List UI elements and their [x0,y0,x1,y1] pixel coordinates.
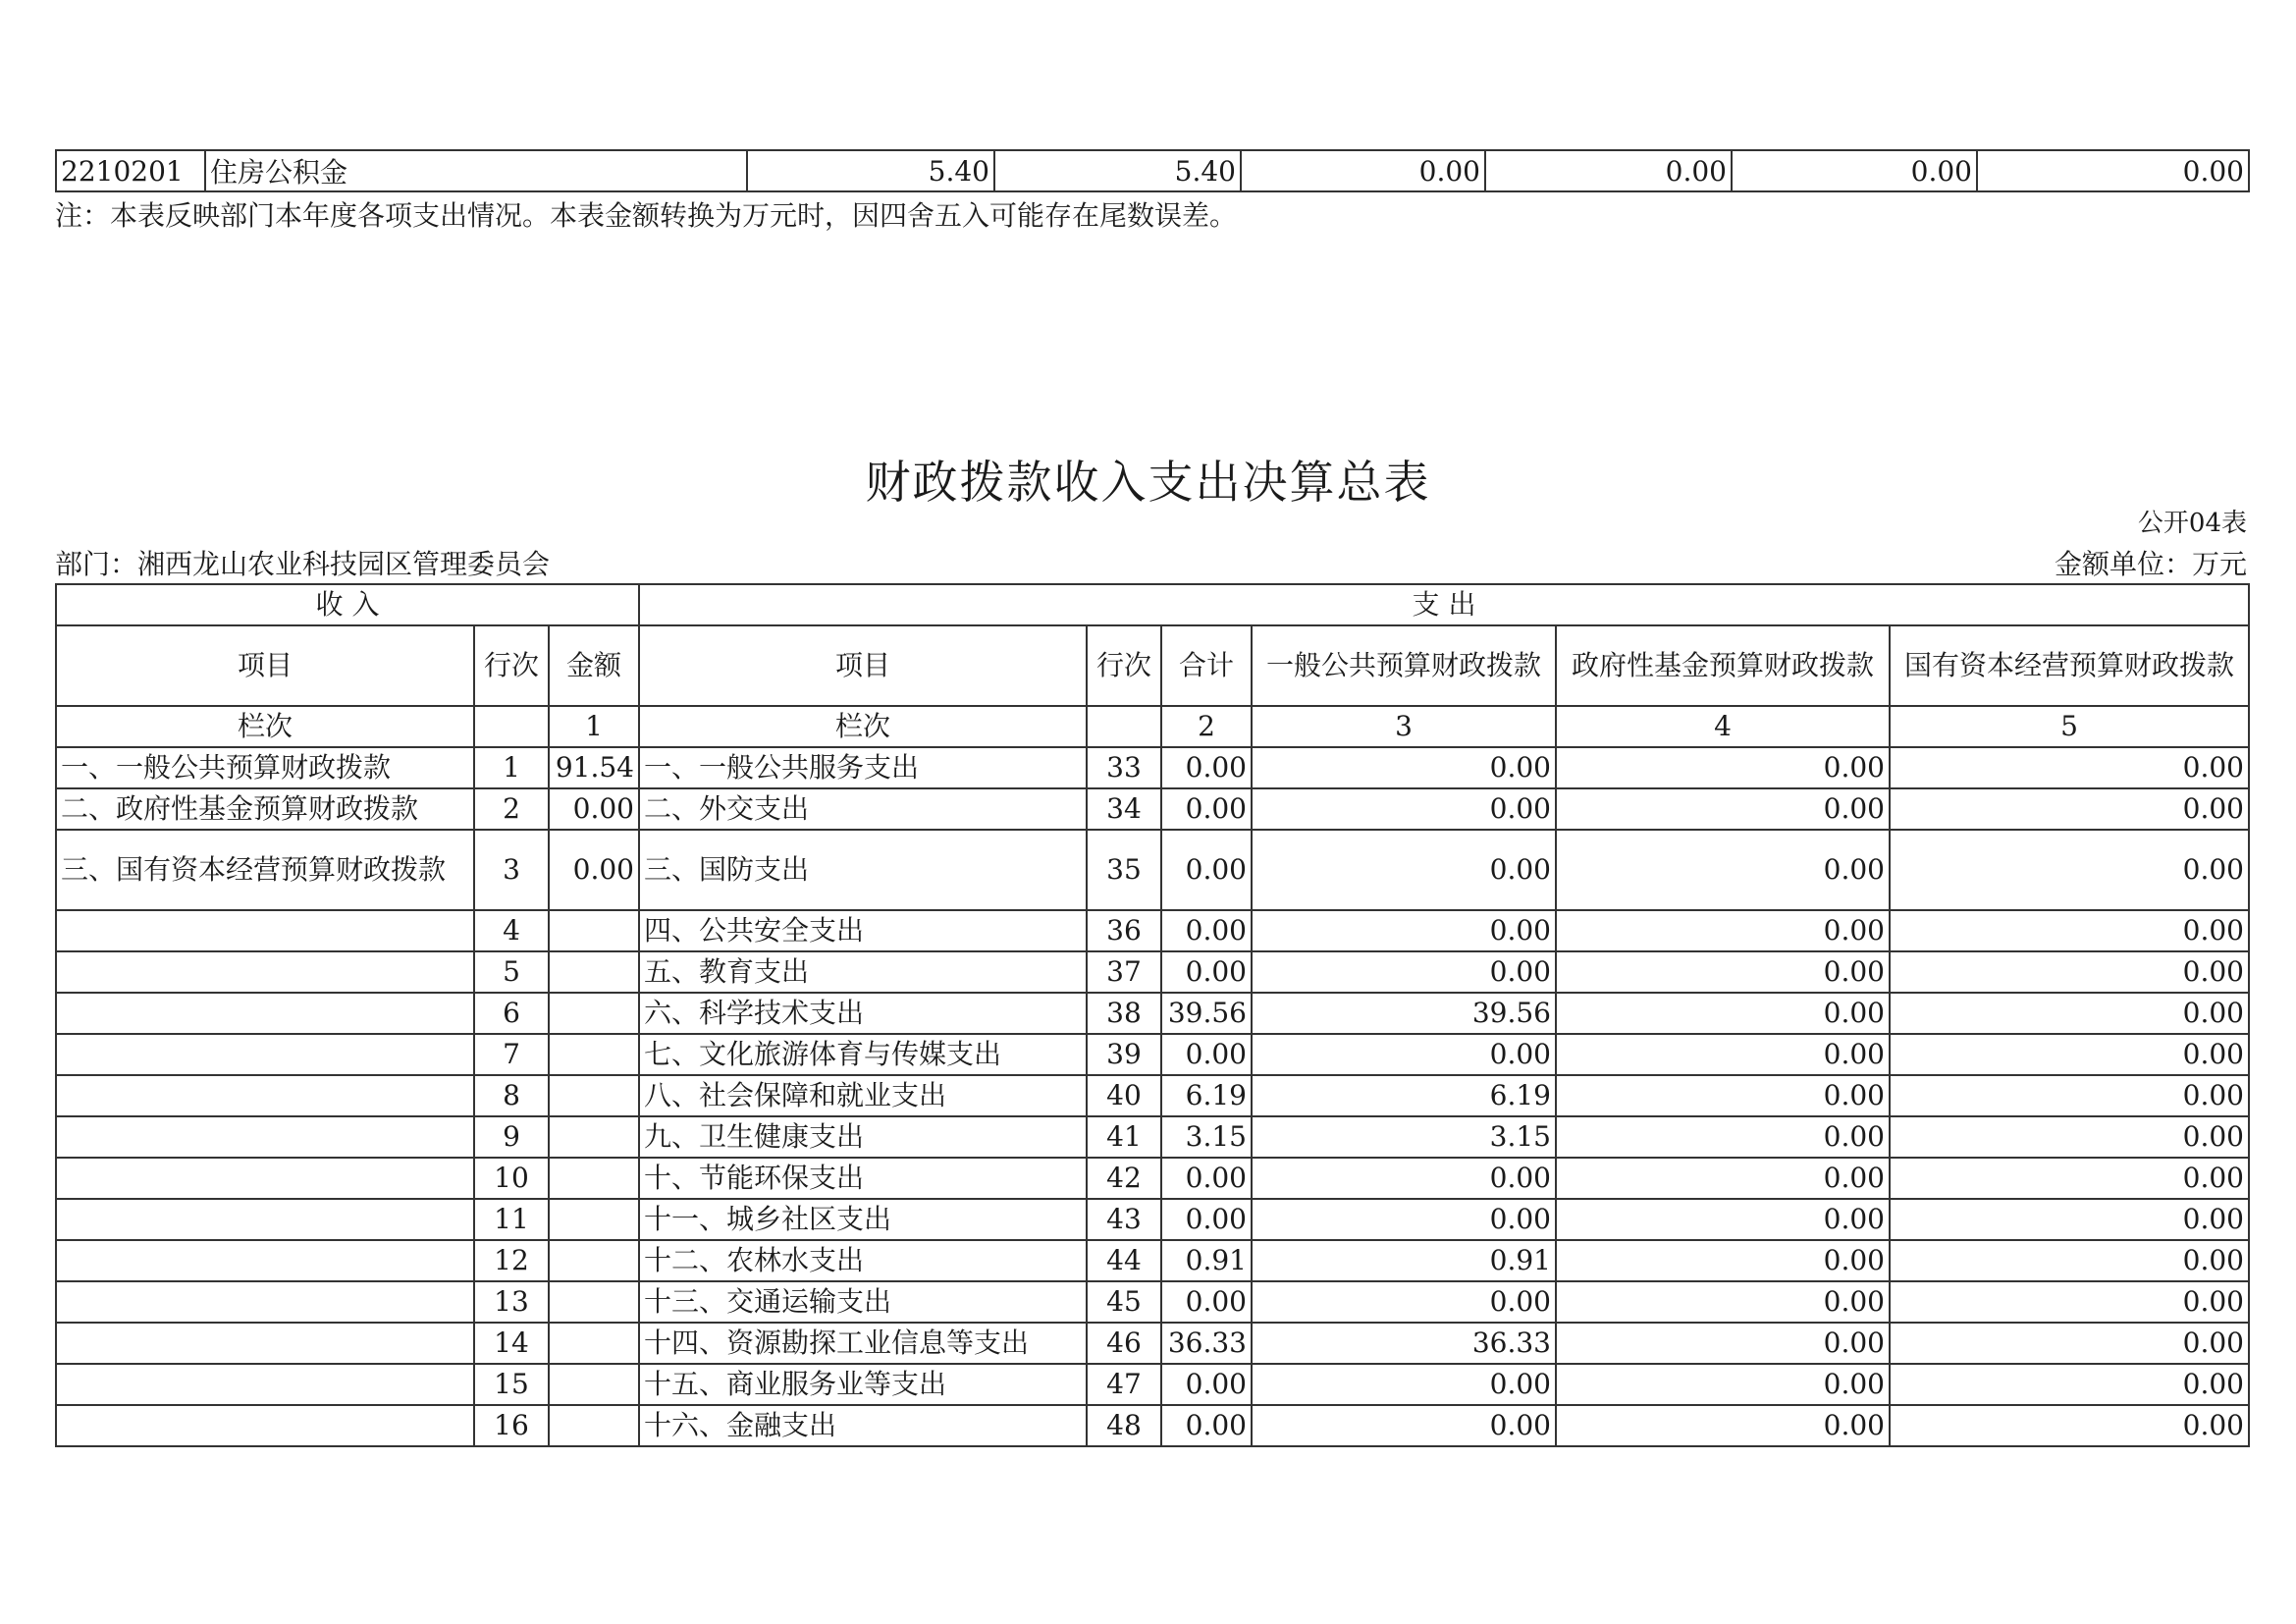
general-budget-amount: 39.56 [1252,993,1556,1034]
income-row-no: 7 [474,1034,549,1075]
general-budget-amount: 0.00 [1252,1034,1556,1075]
top-continuation-table [55,149,2250,192]
gov-fund-amount: 0.00 [1556,1405,1890,1446]
state-capital-amount: 0.00 [1890,1034,2249,1075]
general-budget-amount: 0.00 [1252,1281,1556,1323]
gov-fund-amount: 0.00 [1556,747,1890,788]
gov-fund-amount: 0.00 [1556,1240,1890,1281]
income-row-no-header: 行次 [474,625,549,706]
header-row-columns [56,625,2249,706]
income-item [56,1116,474,1158]
item-code: 2210201 [56,150,205,191]
value-cell: 0.00 [1732,150,1977,191]
table-row [56,150,2249,191]
state-capital-amount: 0.00 [1890,910,2249,951]
col-label: 栏次 [56,706,474,747]
total-amount: 0.00 [1161,1405,1252,1446]
expense-item-header: 项目 [639,625,1087,706]
table-row [56,1034,2249,1075]
state-capital-header: 国有资本经营预算财政拨款 [1890,625,2249,706]
general-budget-amount: 0.00 [1252,1405,1556,1446]
table-row [56,951,2249,993]
state-capital-amount: 0.00 [1890,830,2249,910]
total-amount: 0.00 [1161,788,1252,830]
income-item [56,1158,474,1199]
total-amount: 0.00 [1161,1199,1252,1240]
expense-item: 一、一般公共服务支出 [639,747,1087,788]
income-item-header: 项目 [56,625,474,706]
table-row [56,1364,2249,1405]
income-row-no: 12 [474,1240,549,1281]
state-capital-amount: 0.00 [1890,788,2249,830]
general-budget-header: 一般公共预算财政拨款 [1252,625,1556,706]
gov-fund-amount: 0.00 [1556,1281,1890,1323]
general-budget-amount: 0.00 [1252,747,1556,788]
general-budget-amount: 0.00 [1252,951,1556,993]
expense-row-no: 41 [1087,1116,1161,1158]
table-body [56,747,2249,1446]
income-row-no: 14 [474,1323,549,1364]
income-amount [549,910,639,951]
gov-fund-amount: 0.00 [1556,910,1890,951]
state-capital-amount: 0.00 [1890,1405,2249,1446]
expense-row-no: 37 [1087,951,1161,993]
income-amount-header: 金额 [549,625,639,706]
income-item [56,1034,474,1075]
general-budget-amount: 0.91 [1252,1240,1556,1281]
state-capital-amount: 0.00 [1890,1158,2249,1199]
income-item [56,1075,474,1116]
income-amount [549,1116,639,1158]
income-amount [549,951,639,993]
income-amount [549,1323,639,1364]
state-capital-amount: 0.00 [1890,1240,2249,1281]
expense-item: 四、公共安全支出 [639,910,1087,951]
expense-item: 八、社会保障和就业支出 [639,1075,1087,1116]
value-cell: 0.00 [1485,150,1732,191]
state-capital-amount: 0.00 [1890,747,2249,788]
income-header: 收 入 [56,584,639,625]
gov-fund-amount: 0.00 [1556,788,1890,830]
income-amount [549,1240,639,1281]
income-row-no: 9 [474,1116,549,1158]
total-amount: 3.15 [1161,1116,1252,1158]
total-amount: 0.00 [1161,1158,1252,1199]
general-budget-amount: 0.00 [1252,830,1556,910]
state-capital-amount: 0.00 [1890,1323,2249,1364]
expense-item: 十六、金融支出 [639,1405,1087,1446]
expense-row-no: 48 [1087,1405,1161,1446]
value-cell: 5.40 [747,150,994,191]
expense-item: 三、国防支出 [639,830,1087,910]
total-amount: 0.00 [1161,1281,1252,1323]
header-row-group [56,584,2249,625]
income-row-no: 6 [474,993,549,1034]
income-row-no: 3 [474,830,549,910]
expense-item: 九、卫生健康支出 [639,1116,1087,1158]
income-item: 二、政府性基金预算财政拨款 [56,788,474,830]
income-amount: 0.00 [549,830,639,910]
expense-row-no: 36 [1087,910,1161,951]
expense-item: 十、节能环保支出 [639,1158,1087,1199]
expense-item: 六、科学技术支出 [639,993,1087,1034]
item-name: 住房公积金 [205,150,747,191]
general-budget-amount: 3.15 [1252,1116,1556,1158]
gov-fund-amount: 0.00 [1556,1364,1890,1405]
income-item: 三、国有资本经营预算财政拨款 [56,830,474,910]
income-item [56,951,474,993]
expense-item: 十二、农林水支出 [639,1240,1087,1281]
total-amount: 36.33 [1161,1323,1252,1364]
income-amount [549,1075,639,1116]
income-item [56,1199,474,1240]
income-row-no: 8 [474,1075,549,1116]
expense-row-no: 33 [1087,747,1161,788]
table-row [56,910,2249,951]
income-item [56,1240,474,1281]
gov-fund-amount: 0.00 [1556,1323,1890,1364]
income-row-no: 16 [474,1405,549,1446]
state-capital-amount: 0.00 [1890,993,2249,1034]
expense-item: 七、文化旅游体育与传媒支出 [639,1034,1087,1075]
table-row [56,830,2249,910]
income-row-no: 13 [474,1281,549,1323]
value-cell: 0.00 [1977,150,2249,191]
general-budget-amount: 0.00 [1252,788,1556,830]
total-amount: 39.56 [1161,993,1252,1034]
col-index: 2 [1161,706,1252,747]
page-title: 财政拨款收入支出决算总表 [865,456,1431,509]
column-index-row [56,706,2249,747]
expense-row-no: 45 [1087,1281,1161,1323]
value-cell: 0.00 [1241,150,1485,191]
income-row-no: 1 [474,747,549,788]
income-item [56,910,474,951]
total-amount: 6.19 [1161,1075,1252,1116]
col-label: 栏次 [639,706,1087,747]
total-amount: 0.00 [1161,1364,1252,1405]
col-index: 3 [1252,706,1556,747]
gov-fund-amount: 0.00 [1556,1034,1890,1075]
total-amount: 0.00 [1161,830,1252,910]
expense-row-no: 35 [1087,830,1161,910]
table-row [56,747,2249,788]
form-code: 公开04表 [2137,509,2247,538]
total-amount: 0.00 [1161,747,1252,788]
income-item [56,1281,474,1323]
general-budget-amount: 6.19 [1252,1075,1556,1116]
expense-row-no: 39 [1087,1034,1161,1075]
table-row [56,1240,2249,1281]
table-row [56,1281,2249,1323]
expense-row-no: 44 [1087,1240,1161,1281]
expense-row-no: 40 [1087,1075,1161,1116]
col-index: 4 [1556,706,1890,747]
income-amount [549,1034,639,1075]
expense-row-no: 46 [1087,1323,1161,1364]
expense-row-no-header: 行次 [1087,625,1161,706]
gov-fund-amount: 0.00 [1556,1158,1890,1199]
state-capital-amount: 0.00 [1890,1116,2249,1158]
department-label: 部门：湘西龙山农业科技园区管理委员会 [55,548,551,580]
income-amount [549,1364,639,1405]
general-budget-amount: 36.33 [1252,1323,1556,1364]
income-amount [549,1405,639,1446]
gov-fund-header: 政府性基金预算财政拨款 [1556,625,1890,706]
table-row [56,1158,2249,1199]
expense-item: 十三、交通运输支出 [639,1281,1087,1323]
income-amount [549,1158,639,1199]
total-amount: 0.91 [1161,1240,1252,1281]
gov-fund-amount: 0.00 [1556,1116,1890,1158]
gov-fund-amount: 0.00 [1556,1199,1890,1240]
gov-fund-amount: 0.00 [1556,993,1890,1034]
state-capital-amount: 0.00 [1890,1281,2249,1323]
income-amount [549,1281,639,1323]
general-budget-amount: 0.00 [1252,1364,1556,1405]
income-item [56,1364,474,1405]
unit-label: 金额单位：万元 [2054,548,2247,580]
expense-item: 十一、城乡社区支出 [639,1199,1087,1240]
income-row-no: 4 [474,910,549,951]
value-cell: 5.40 [994,150,1241,191]
income-row-no: 11 [474,1199,549,1240]
table-note: 注：本表反映部门本年度各项支出情况。本表金额转换为万元时，因四舍五入可能存在尾数误差。 [55,199,1238,232]
state-capital-amount: 0.00 [1890,951,2249,993]
expense-header: 支 出 [639,584,2249,625]
income-row-no: 10 [474,1158,549,1199]
total-amount: 0.00 [1161,910,1252,951]
state-capital-amount: 0.00 [1890,1199,2249,1240]
income-amount [549,1199,639,1240]
income-row-no: 15 [474,1364,549,1405]
state-capital-amount: 0.00 [1890,1364,2249,1405]
expense-item: 十四、资源勘探工业信息等支出 [639,1323,1087,1364]
gov-fund-amount: 0.00 [1556,951,1890,993]
gov-fund-amount: 0.00 [1556,1075,1890,1116]
income-row-no: 5 [474,951,549,993]
expense-row-no: 34 [1087,788,1161,830]
expense-item: 十五、商业服务业等支出 [639,1364,1087,1405]
budget-summary-table [55,583,2250,1447]
expense-row-no: 38 [1087,993,1161,1034]
total-amount: 0.00 [1161,951,1252,993]
state-capital-amount: 0.00 [1890,1075,2249,1116]
income-amount: 91.54 [549,747,639,788]
general-budget-amount: 0.00 [1252,910,1556,951]
general-budget-amount: 0.00 [1252,1158,1556,1199]
table-row [56,1116,2249,1158]
table-row [56,1323,2249,1364]
table-row [56,1405,2249,1446]
income-amount: 0.00 [549,788,639,830]
income-item [56,1405,474,1446]
expense-row-no: 47 [1087,1364,1161,1405]
total-amount: 0.00 [1161,1034,1252,1075]
income-item [56,1323,474,1364]
general-budget-amount: 0.00 [1252,1199,1556,1240]
income-amount [549,993,639,1034]
col-index: 1 [549,706,639,747]
expense-row-no: 42 [1087,1158,1161,1199]
income-item: 一、一般公共预算财政拨款 [56,747,474,788]
total-header: 合计 [1161,625,1252,706]
income-row-no: 2 [474,788,549,830]
table-row [56,788,2249,830]
col-index: 5 [1890,706,2249,747]
expense-item: 五、教育支出 [639,951,1087,993]
expense-item: 二、外交支出 [639,788,1087,830]
table-row [56,993,2249,1034]
table-row [56,1075,2249,1116]
income-item [56,993,474,1034]
table-row [56,1199,2249,1240]
expense-row-no: 43 [1087,1199,1161,1240]
gov-fund-amount: 0.00 [1556,830,1890,910]
